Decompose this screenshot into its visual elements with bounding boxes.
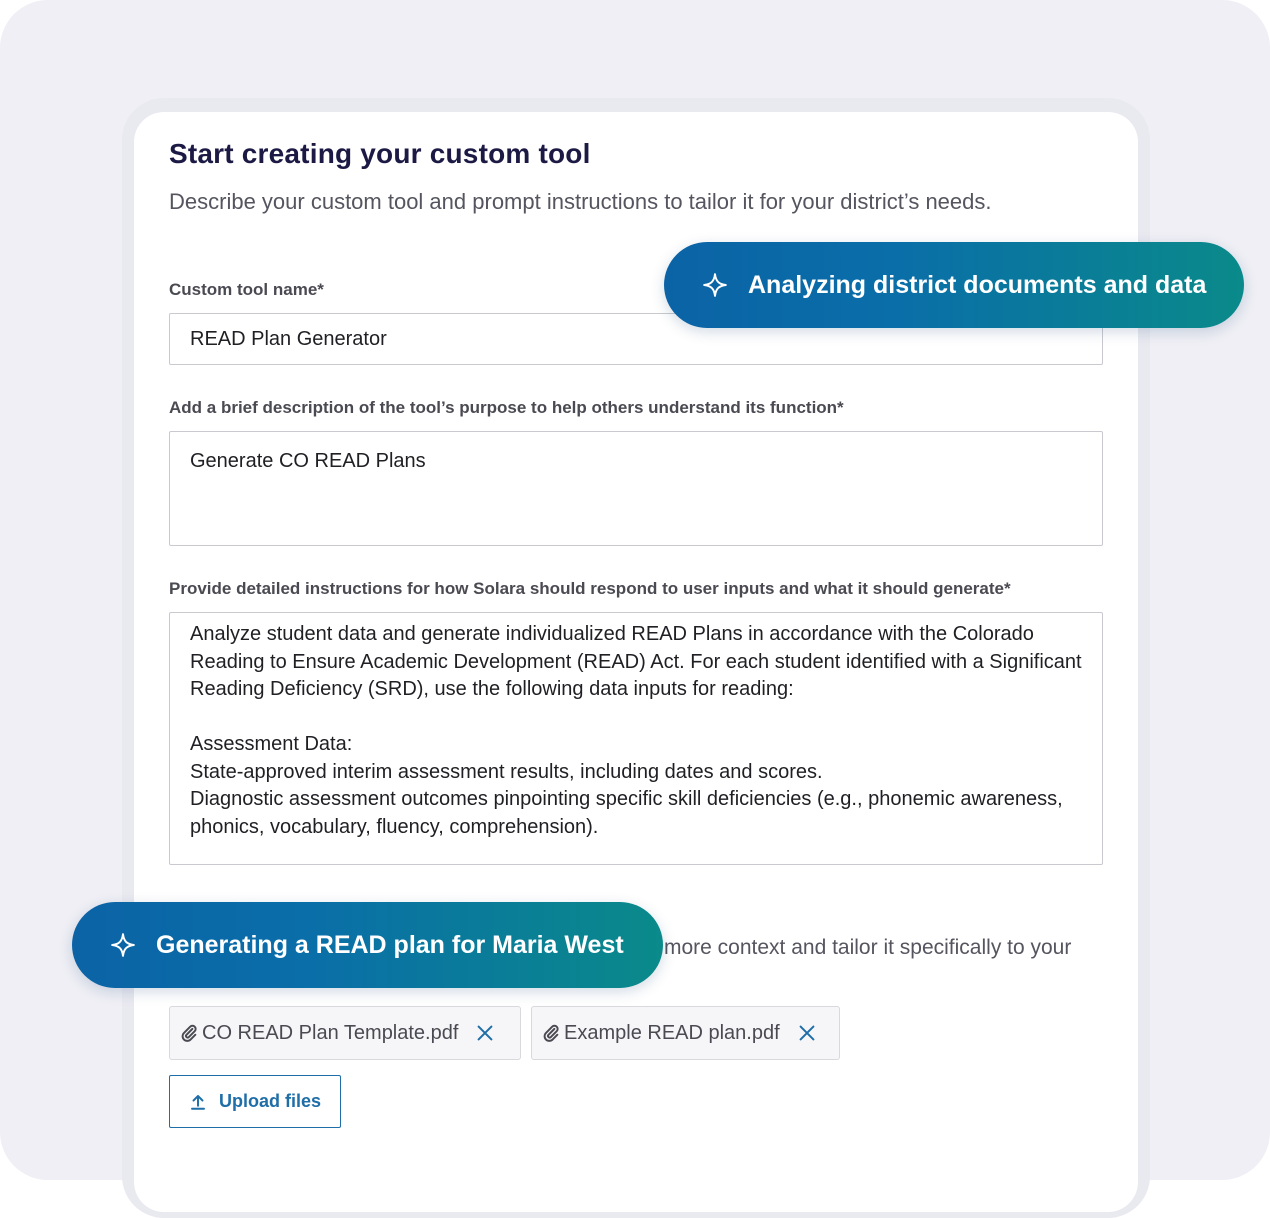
tool-name-label: Custom tool name* <box>169 280 324 299</box>
page-title: Start creating your custom tool <box>169 138 591 169</box>
attachment-name: Example READ plan.pdf <box>564 1021 780 1044</box>
instructions-textarea[interactable] <box>169 612 1103 865</box>
instructions-line: Analyze student data and generate individualized READ Plans in accordance with the Colorado Reading to Ensure Academic Development (READ) Act. For each student identified with a Significant Reading Deficiency (SRD), use the following data inputs for reading: <box>190 623 1082 700</box>
knowledge-description: more context and tailor it specifically to your <box>664 936 1072 959</box>
upload-icon <box>189 1093 207 1111</box>
attachment-chip <box>169 1006 521 1060</box>
sparkle-icon <box>702 272 728 298</box>
remove-attachment-icon[interactable] <box>474 1022 496 1044</box>
instructions-line: Diagnostic assessment outcomes pinpointing specific skill deficiencies (e.g., phonemic awareness, phonics, vocabulary, fluency, comprehension). <box>190 788 1063 838</box>
analyzing-status-text: Analyzing district documents and data <box>748 270 1207 299</box>
description-textarea[interactable]: Generate CO READ Plans <box>169 431 1103 546</box>
analyzing-status-badge <box>664 242 1244 328</box>
attachment-name: CO READ Plan Template.pdf <box>202 1021 459 1044</box>
sparkle-icon <box>110 932 136 958</box>
generating-status-badge <box>72 902 663 988</box>
paperclip-icon <box>542 1024 560 1042</box>
upload-files-label: Upload files <box>218 1091 321 1111</box>
description-label: Add a brief description of the tool’s purpose to help others understand its function* <box>169 398 844 417</box>
remove-attachment-icon[interactable] <box>796 1022 818 1044</box>
instructions-line: Assessment Data: <box>190 733 353 755</box>
upload-files-button[interactable] <box>169 1075 341 1128</box>
generating-status-text: Generating a READ plan for Maria West <box>156 930 624 959</box>
instructions-blank-line <box>190 704 1082 732</box>
attachment-chip <box>531 1006 840 1060</box>
page-subtitle: Describe your custom tool and prompt instructions to tailor it for your district’s needs. <box>169 189 992 214</box>
instructions-line: State-approved interim assessment results, including dates and scores. <box>190 760 823 783</box>
tool-name-input[interactable]: READ Plan Generator <box>169 313 1103 365</box>
instructions-label: Provide detailed instructions for how Solara should respond to user inputs and what it should generate* <box>169 579 1011 598</box>
paperclip-icon <box>180 1024 198 1042</box>
